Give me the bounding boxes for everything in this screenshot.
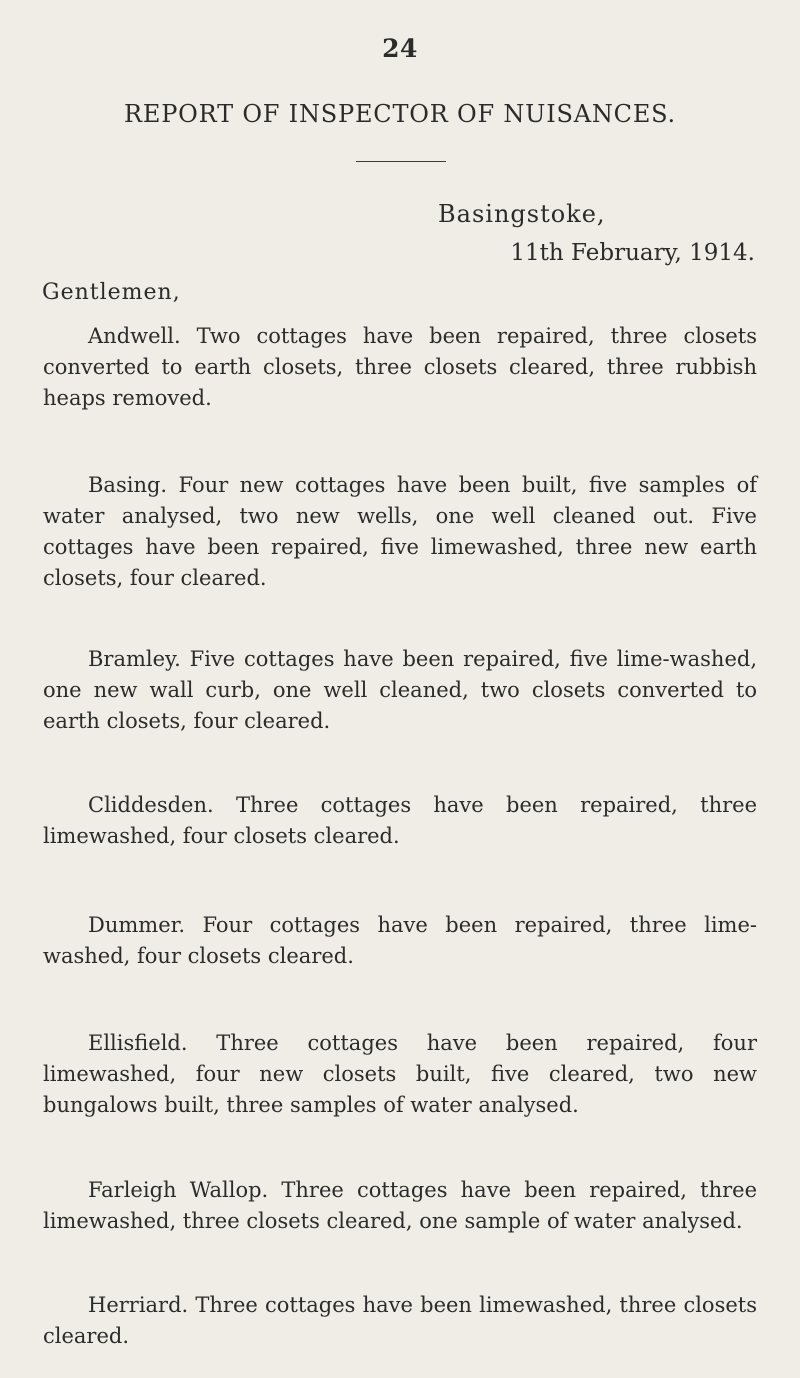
- paragraph-cliddesden: Cliddesden. Three cottages have been repaired, three limewashed, four closets cleared.: [43, 793, 757, 848]
- paragraph-basing: Basing. Four new cottages have been built, five samples of water analysed, two new wells, one well cleaned out. Five cottages have been repaired, five limewashed, three new earth closets, four cleared.: [43, 473, 757, 590]
- title-rule: [356, 161, 446, 162]
- salutation: Gentlemen,: [42, 280, 181, 305]
- page-number: 24: [382, 34, 418, 63]
- report-title: REPORT OF INSPECTOR OF NUISANCES.: [124, 100, 676, 128]
- date-line: 11th February, 1914.: [510, 240, 755, 266]
- paragraph-farleigh-wallop: Farleigh Wallop. Three cottages have been repaired, three limewashed, three closets cleared, one sample of water analysed.: [43, 1178, 757, 1233]
- paragraph-ellisfield: Ellisfield. Three cottages have been repaired, four limewashed, four new closets built, five cleared, two new bungalows built, three samples of water analysed.: [43, 1031, 757, 1117]
- place-line: Basingstoke,: [438, 200, 606, 228]
- paragraph-dummer: Dummer. Four cottages have been repaired, three lime-washed, four closets cleared.: [43, 913, 757, 968]
- paragraph-herriard: Herriard. Three cottages have been limewashed, three closets cleared.: [43, 1293, 757, 1348]
- paragraph-bramley: Bramley. Five cottages have been repaired, five lime-washed, one new wall curb, one well cleaned, two closets converted to earth closets, four cleared.: [43, 647, 757, 733]
- paragraph-andwell: Andwell. Two cottages have been repaired, three closets converted to earth closets, three closets cleared, three rubbish heaps removed.: [43, 324, 757, 410]
